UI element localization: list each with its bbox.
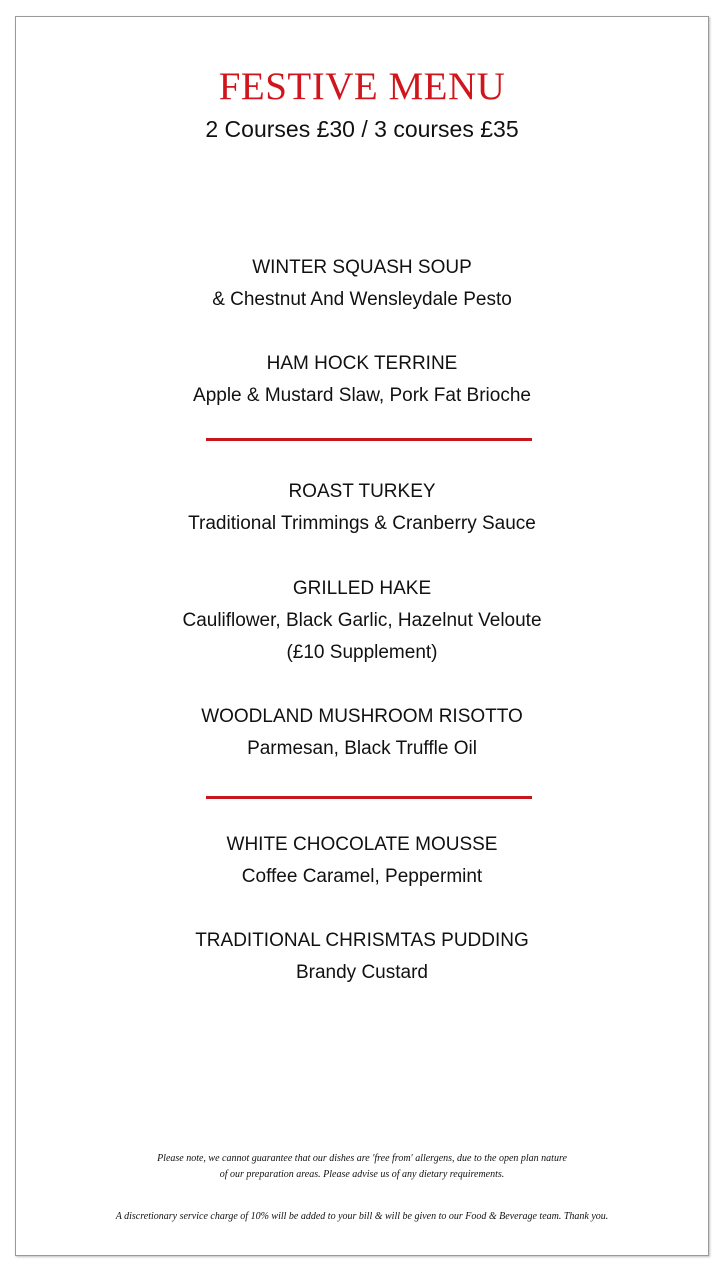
main-item (0, 476, 724, 540)
dish-name: WHITE CHOCOLATE MOUSSE (226, 834, 498, 855)
starter-item (0, 348, 724, 412)
dish-name: GRILLED HAKE (292, 578, 432, 599)
dish-description: Traditional Trimmings & Cranberry Sauce (188, 513, 536, 534)
section-divider (206, 438, 532, 441)
allergen-notice-line-1: Please note, we cannot guarantee that our dishes are 'free from' allergens, due to the open plan nature (157, 1153, 567, 1164)
dish-description: & Chestnut And Wensleydale Pesto (212, 289, 512, 310)
allergen-notice-line-2: of our preparation areas. Please advise us of any dietary requirements. (219, 1169, 505, 1180)
service-charge-notice: A discretionary service charge of 10% will be added to your bill & will be given to our Food & Beverage team. Thank you. (115, 1211, 609, 1222)
main-item (0, 573, 724, 669)
dish-name: ROAST TURKEY (288, 481, 436, 502)
menu-price-subtitle: 2 Courses £30 / 3 courses £35 (205, 116, 519, 142)
starter-item (0, 252, 724, 316)
dish-description: Cauliflower, Black Garlic, Hazelnut Veloute (182, 610, 542, 631)
dish-description: Brandy Custard (295, 962, 428, 983)
dish-description: Parmesan, Black Truffle Oil (247, 738, 477, 759)
dish-name: TRADITIONAL CHRISMTAS PUDDING (195, 930, 529, 951)
dish-description: Coffee Caramel, Peppermint (241, 866, 483, 887)
dish-name: WINTER SQUASH SOUP (252, 257, 472, 278)
dessert-item (0, 925, 724, 989)
dish-name: WOODLAND MUSHROOM RISOTTO (201, 706, 523, 727)
dish-supplement-note: (£10 Supplement) (286, 642, 438, 663)
dish-description: Apple & Mustard Slaw, Pork Fat Brioche (193, 385, 531, 406)
dessert-item (0, 829, 724, 893)
menu-title: FESTIVE MENU (218, 65, 506, 108)
section-divider (206, 796, 532, 799)
dish-name: HAM HOCK TERRINE (266, 353, 458, 374)
main-item (0, 701, 724, 765)
